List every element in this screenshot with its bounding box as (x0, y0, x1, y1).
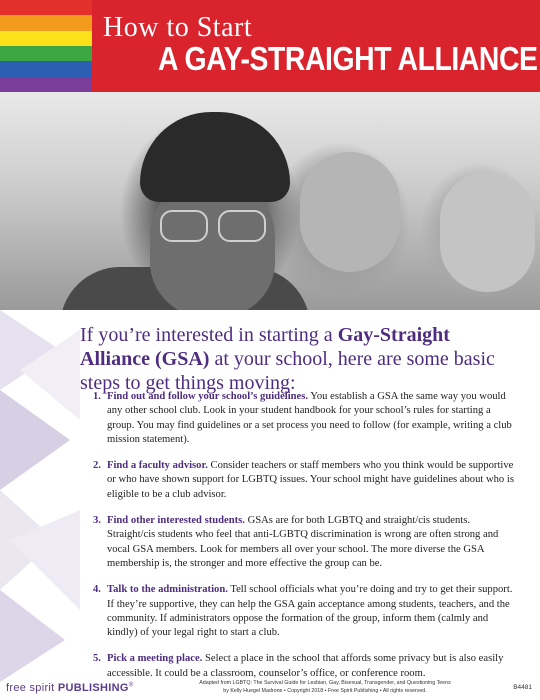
rainbow-flag-icon (0, 0, 92, 92)
list-item: 5. Pick a meeting place. Select a place in the school that affords some privacy but is also easily accessible. It could be a classroom, counselor’s office, or conference room. (93, 653, 504, 679)
students-photo (0, 92, 540, 310)
publisher-logo: free spirit PUBLISHING® (6, 682, 134, 694)
steps-list (93, 390, 518, 693)
list-item: 2. Find a faculty advisor. Consider teachers or staff members who you think would be supportive or who have shown support for LGBTQ issues. Your school might have guidelines about who is eligible to be a club advisor. (93, 460, 514, 500)
list-item: 4. Talk to the administration. Tell school officials what you’re doing and try to get their support. If they’re supportive, they can help the GSA gain acceptance among students, teachers, and the community. If administrators oppose the formation of the group, inform them (calmly and kindly) of your legal right to start a club. (93, 584, 513, 639)
list-item: 3. Find other interested students. GSAs are for both LGBTQ and straight/cis students. Straight/cis students who feel that anti-LGBTQ discrimination is wrong are often strong and vocal GSA members. Look for members all over your school. The more diverse the GSA membership is, the stronger and more effective the group can be. (93, 515, 499, 569)
decorative-triangles (0, 310, 80, 682)
title-line-1: How to Start (103, 12, 253, 43)
product-code: B4481 (513, 684, 532, 691)
intro-text: If you’re interested in starting a Gay-Straight Alliance (GSA) at your school, here are some basic steps to get things moving: (80, 324, 495, 394)
footer (0, 682, 540, 700)
title-line-2: A GAY-STRAIGHT ALLIANCE (158, 40, 538, 77)
list-item: 1. Find out and follow your school’s guidelines. You establish a GSA the same way you would any other school club. Look in your student handbook for your school’s rules for starting a group. You may find guidelines or a set process you need to follow (for example, writing a club mission statement). (93, 391, 512, 445)
copyright-credit: Adapted from LGBTQ: The Survival Guide for Lesbian, Gay, Bisexual, Transgender, and Questioning Teens by Kelly Huegel Madrone • Copyright 2018 • Free Spirit Publishing • All rights reserved. (199, 680, 451, 694)
header-banner (0, 0, 540, 92)
